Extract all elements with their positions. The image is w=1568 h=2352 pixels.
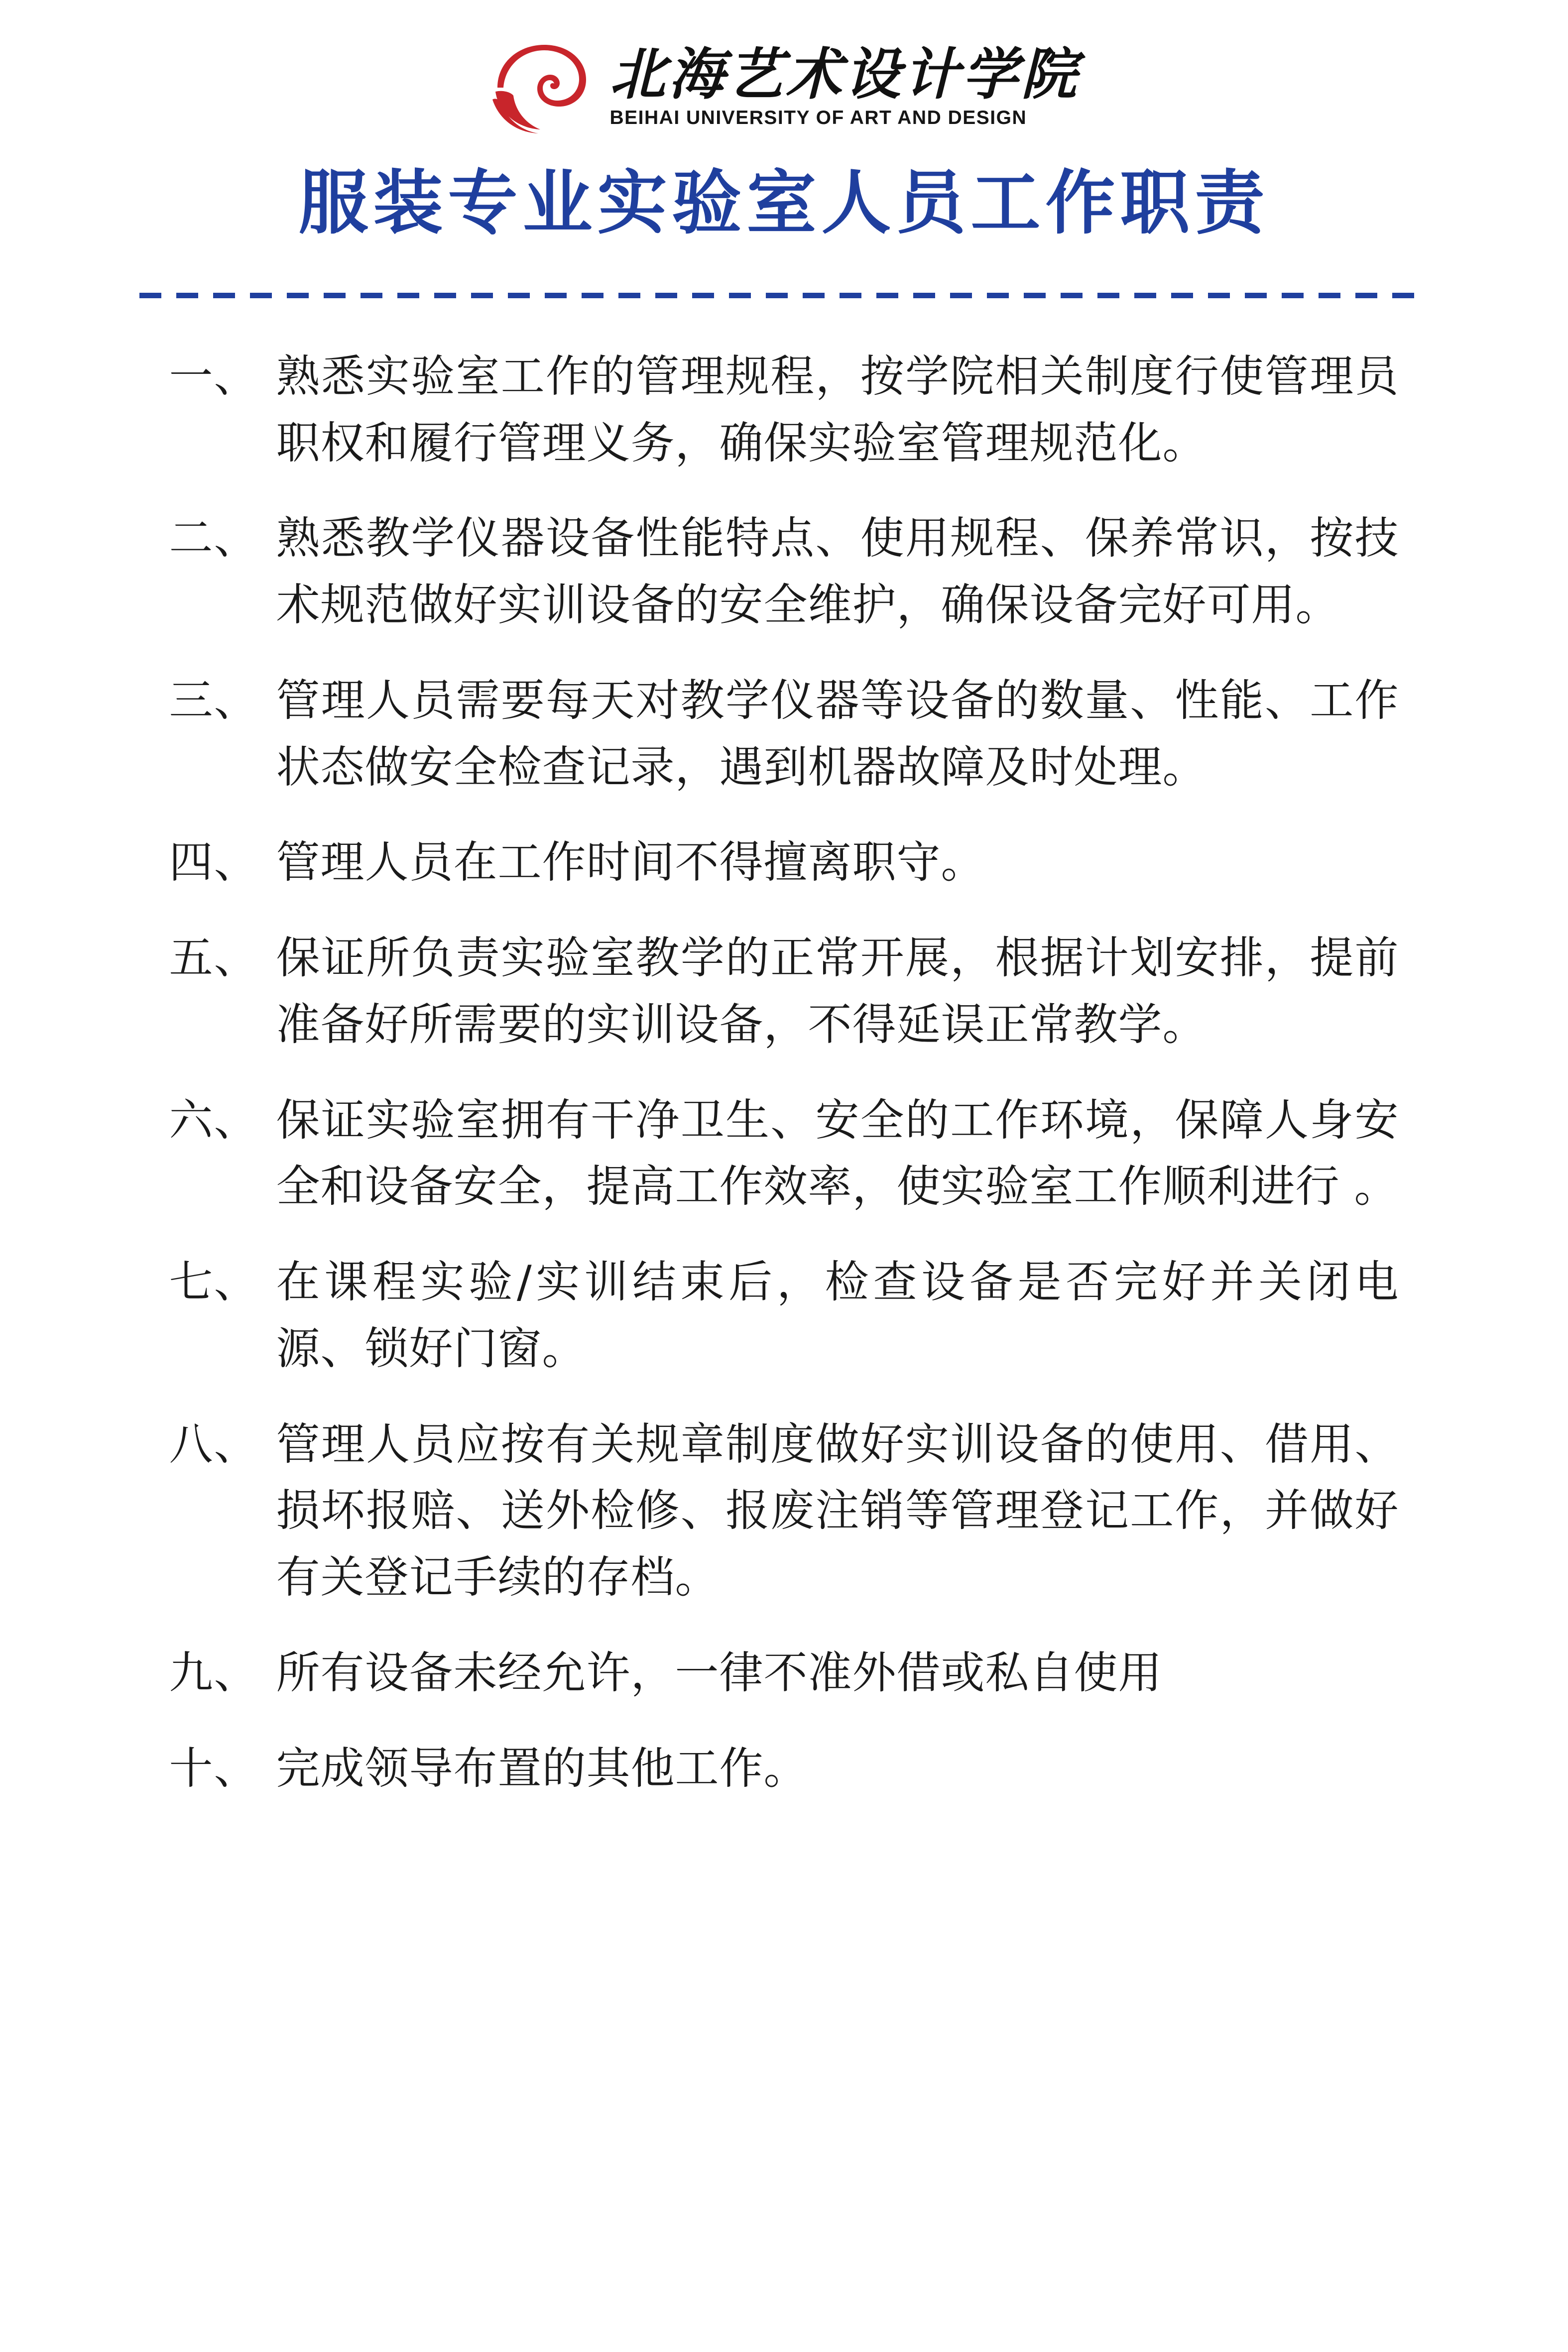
list-item-text: 管理人员在工作时间不得擅离职守。 <box>276 836 985 888</box>
list-item-marker: 七、 <box>169 1256 259 1308</box>
list-item <box>169 925 1399 1058</box>
list-item-text: 在课程实验/实训结束后，检查设备是否完好并关闭电源、锁好门窗。 <box>276 1256 1399 1374</box>
duties-list <box>169 343 1399 1802</box>
list-item <box>169 1249 1399 1382</box>
dashed-divider <box>139 290 1429 301</box>
list-item <box>169 829 1399 896</box>
list-item <box>169 1640 1399 1706</box>
list-item-marker: 六、 <box>169 1094 259 1146</box>
list-item-text: 所有设备未经允许，一律不准外借或私自使用 <box>276 1646 1163 1698</box>
list-item-text: 完成领导布置的其他工作。 <box>276 1742 808 1794</box>
list-item-marker: 二、 <box>169 512 259 564</box>
list-item <box>169 343 1399 476</box>
list-item-marker: 四、 <box>169 836 259 888</box>
swirl-wave-emblem-icon <box>488 40 593 134</box>
list-item-text: 熟悉教学仪器设备性能特点、使用规程、保养常识，按技术规范做好实训设备的安全维护，确保设备完好可用。 <box>276 512 1399 631</box>
list-item-marker: 五、 <box>169 932 259 984</box>
institution-name-cn: 北海艺术设计学院 <box>609 42 1080 108</box>
list-item <box>169 1087 1399 1220</box>
list-item-text: 保证实验室拥有干净卫生、安全的工作环境，保障人身安全和设备安全，提高工作效率，使实验室工作顺利进行 。 <box>276 1094 1399 1212</box>
list-item <box>169 1411 1399 1611</box>
institution-logo <box>488 40 1080 134</box>
list-item <box>169 667 1399 801</box>
list-item-text: 管理人员应按有关规章制度做好实训设备的使用、借用、损坏报赔、送外检修、报废注销等管理登记工作，并做好有关登记手续的存档。 <box>276 1418 1399 1603</box>
list-item-marker: 九、 <box>169 1646 259 1698</box>
page-title: 服装专业实验室人员工作职责 <box>298 163 1270 244</box>
institution-name-block <box>609 42 1080 129</box>
institution-name-en: BEIHAI UNIVERSITY OF ART AND DESIGN <box>609 107 1027 128</box>
list-item <box>169 505 1399 638</box>
list-item <box>169 1735 1399 1802</box>
list-item-marker: 十、 <box>169 1742 259 1794</box>
list-item-text: 保证所负责实验室教学的正常开展，根据计划安排，提前准备好所需要的实训设备，不得延误正常教学。 <box>276 932 1399 1050</box>
list-item-marker: 八、 <box>169 1418 259 1470</box>
document-header <box>0 0 1568 134</box>
list-item-marker: 一、 <box>169 350 259 402</box>
list-item-marker: 三、 <box>169 674 259 726</box>
list-item-text: 管理人员需要每天对教学仪器等设备的数量、性能、工作状态做安全检查记录，遇到机器故障及时处理。 <box>276 674 1399 793</box>
dashed-divider-line <box>139 293 1429 298</box>
list-item-text: 熟悉实验室工作的管理规程，按学院相关制度行使管理员职权和履行管理义务，确保实验室管理规范化。 <box>276 350 1399 469</box>
